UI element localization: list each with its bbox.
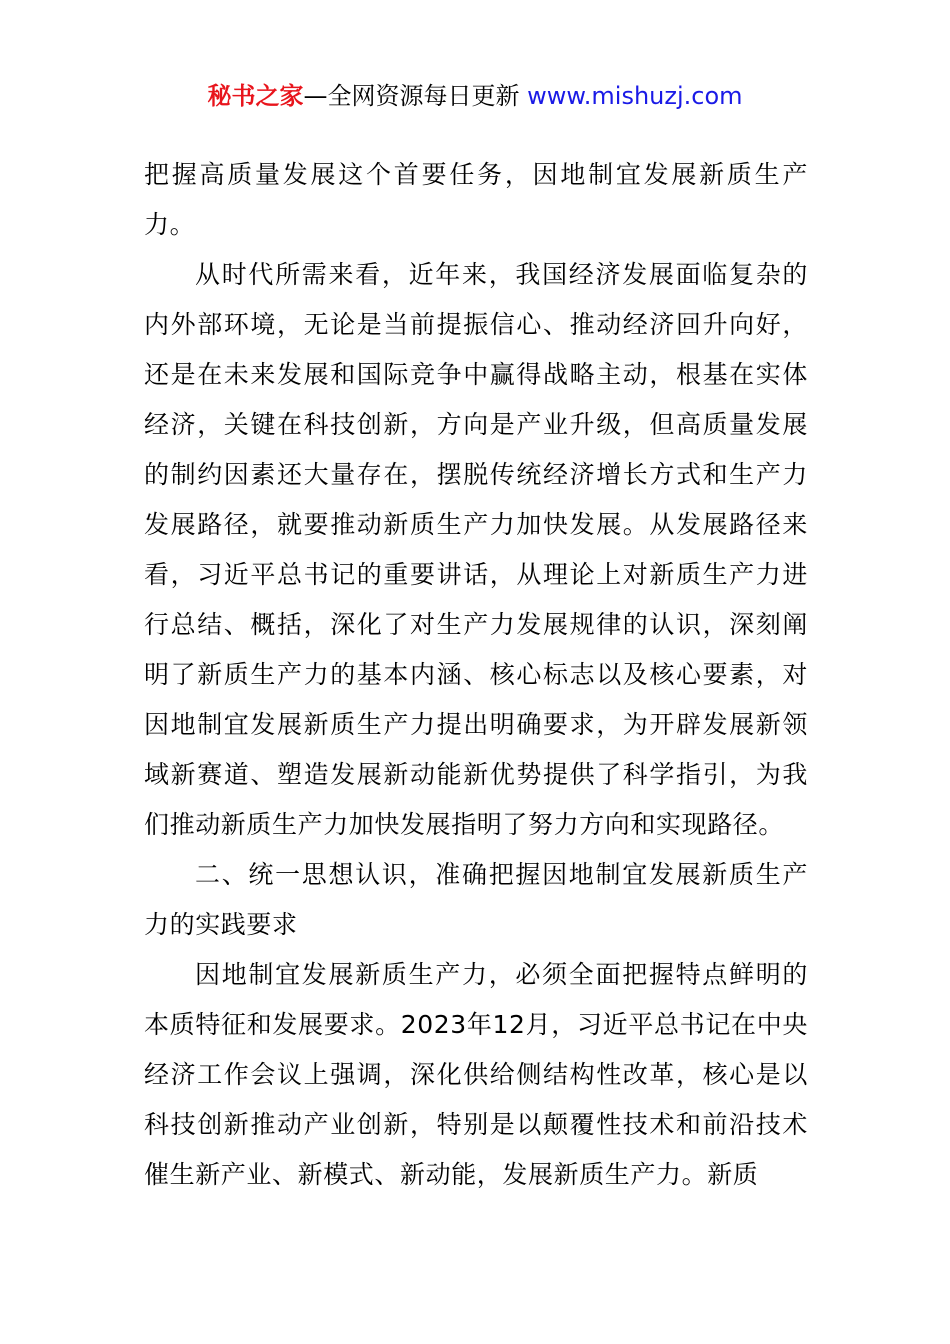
site-url-link[interactable]: www.mishuzj.com (527, 82, 743, 110)
paragraph-era-needs: 从时代所需来看，近年来，我国经济发展面临复杂的内外部环境，无论是当前提振信心、推动经济回升向好，还是在未来发展和国际竞争中赢得战略主动，根基在实体经济，关键在科技创新，方向是产业升级，但高质量发展的制约因素还大量存在，摆脱传统经济增长方式和生产力发展路径，就要推动新质生产力加快发展。从发展路径来看，习近平总书记的重要讲话，从理论上对新质生产力进行总结、概括，深化了对生产力发展规律的认识，深刻阐明了新质生产力的基本内涵、核心标志以及核心要素，对因地制宜发展新质生产力提出明确要求，为开辟发展新领域新赛道、塑造发展新动能新优势提供了科学指引，为我们推动新质生产力加快发展指明了努力方向和实现路径。 (144, 260, 808, 839)
site-brand: 秘书之家 (207, 82, 304, 110)
site-tagline: —全网资源每日更新 (303, 82, 528, 110)
section-heading-two: 二、统一思想认识，准确把握因地制宜发展新质生产力的实践要求 (144, 860, 808, 939)
paragraph-continuation: 把握高质量发展这个首要任务，因地制宜发展新质生产力。 (144, 160, 808, 239)
paragraph-practice-requirements: 因地制宜发展新质生产力，必须全面把握特点鲜明的本质特征和发展要求。2023年12月，习近平总书记在中央经济工作会议上强调，深化供给侧结构性改革，核心是以科技创新推动产业创新，特别是以颠覆性技术和前沿技术催生新产业、新模式、新动能，发展新质生产力。新质 (144, 960, 808, 1189)
site-header (0, 78, 950, 114)
document-body (144, 150, 808, 1200)
